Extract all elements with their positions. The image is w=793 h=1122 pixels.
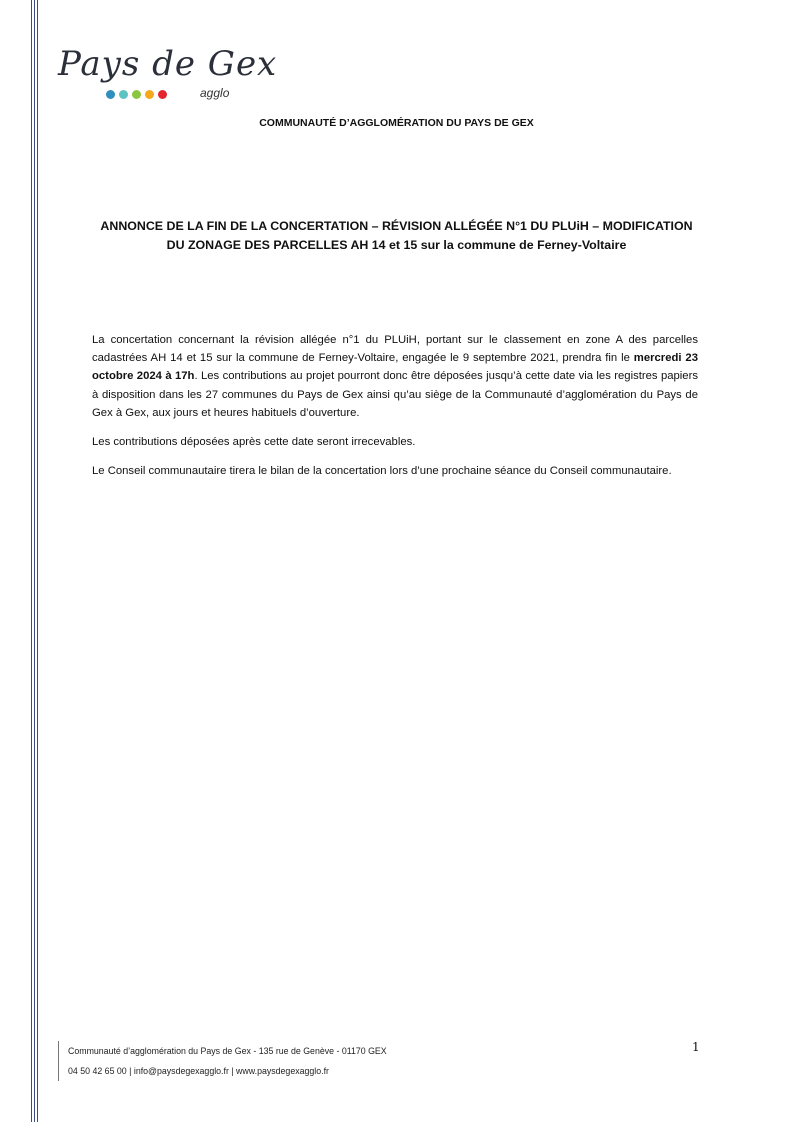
logo-subtitle: agglo <box>200 86 230 100</box>
paragraph-1-text-end: . Les contributions au projet pourront donc être déposées jusqu’à cette date via les registres papiers à disposition dans les 27 communes du Pays de Gex ainsi qu’au siège de la Communauté d’agglomération du Pays de Gex à Gex, aux jours et heures habituels d’ouverture. <box>92 370 698 419</box>
footer <box>58 1041 387 1081</box>
page-number: 1 <box>692 1040 700 1054</box>
footer-address: Communauté d’agglomération du Pays de Gex - 135 rue de Genève - 01170 GEX <box>68 1046 387 1056</box>
logo-dot <box>119 90 128 99</box>
paragraph-3: Le Conseil communautaire tirera le bilan de la concertation lors d’une prochaine séance du Conseil communautaire. <box>92 465 672 478</box>
document-body <box>92 331 698 491</box>
logo-dots <box>106 90 167 99</box>
organization-name: COMMUNAUTÉ D’AGGLOMÉRATION DU PAYS DE GEX <box>259 117 534 129</box>
left-border-line <box>37 0 38 1122</box>
paragraph-1 <box>92 331 698 422</box>
paragraph-2: Les contributions déposées après cette date seront irrecevables. <box>92 436 416 449</box>
logo-dot <box>132 90 141 99</box>
logo-dot <box>145 90 154 99</box>
left-border-line <box>31 0 32 1122</box>
logo-script-text: Pays de Gex <box>58 44 278 84</box>
footer-contact: 04 50 42 65 00 | info@paysdegexagglo.fr | www.paysdegexagglo.fr <box>68 1066 329 1076</box>
paragraph-1-text-start: La concertation concernant la révision allégée n°1 du PLUiH, portant sur le classement en zone A des parcelles cadastrées AH 14 et 15 sur la commune de Ferney-Voltaire, engagée le 9 septembre 2021, prendra fin le <box>92 334 698 365</box>
left-border-line <box>34 0 35 1122</box>
logo-dot <box>106 90 115 99</box>
pays-de-gex-logo <box>58 44 278 102</box>
logo-dot <box>158 90 167 99</box>
deadline-date: mercredi 23 octobre 2024 à 17h <box>92 352 698 383</box>
document-title: ANNONCE DE LA FIN DE LA CONCERTATION – RÉVISION ALLÉGÉE N°1 DU PLUiH – MODIFICATION DU ZONAGE DES PARCELLES AH 14 et 15 sur la commune de Ferney-Voltaire <box>100 219 693 252</box>
